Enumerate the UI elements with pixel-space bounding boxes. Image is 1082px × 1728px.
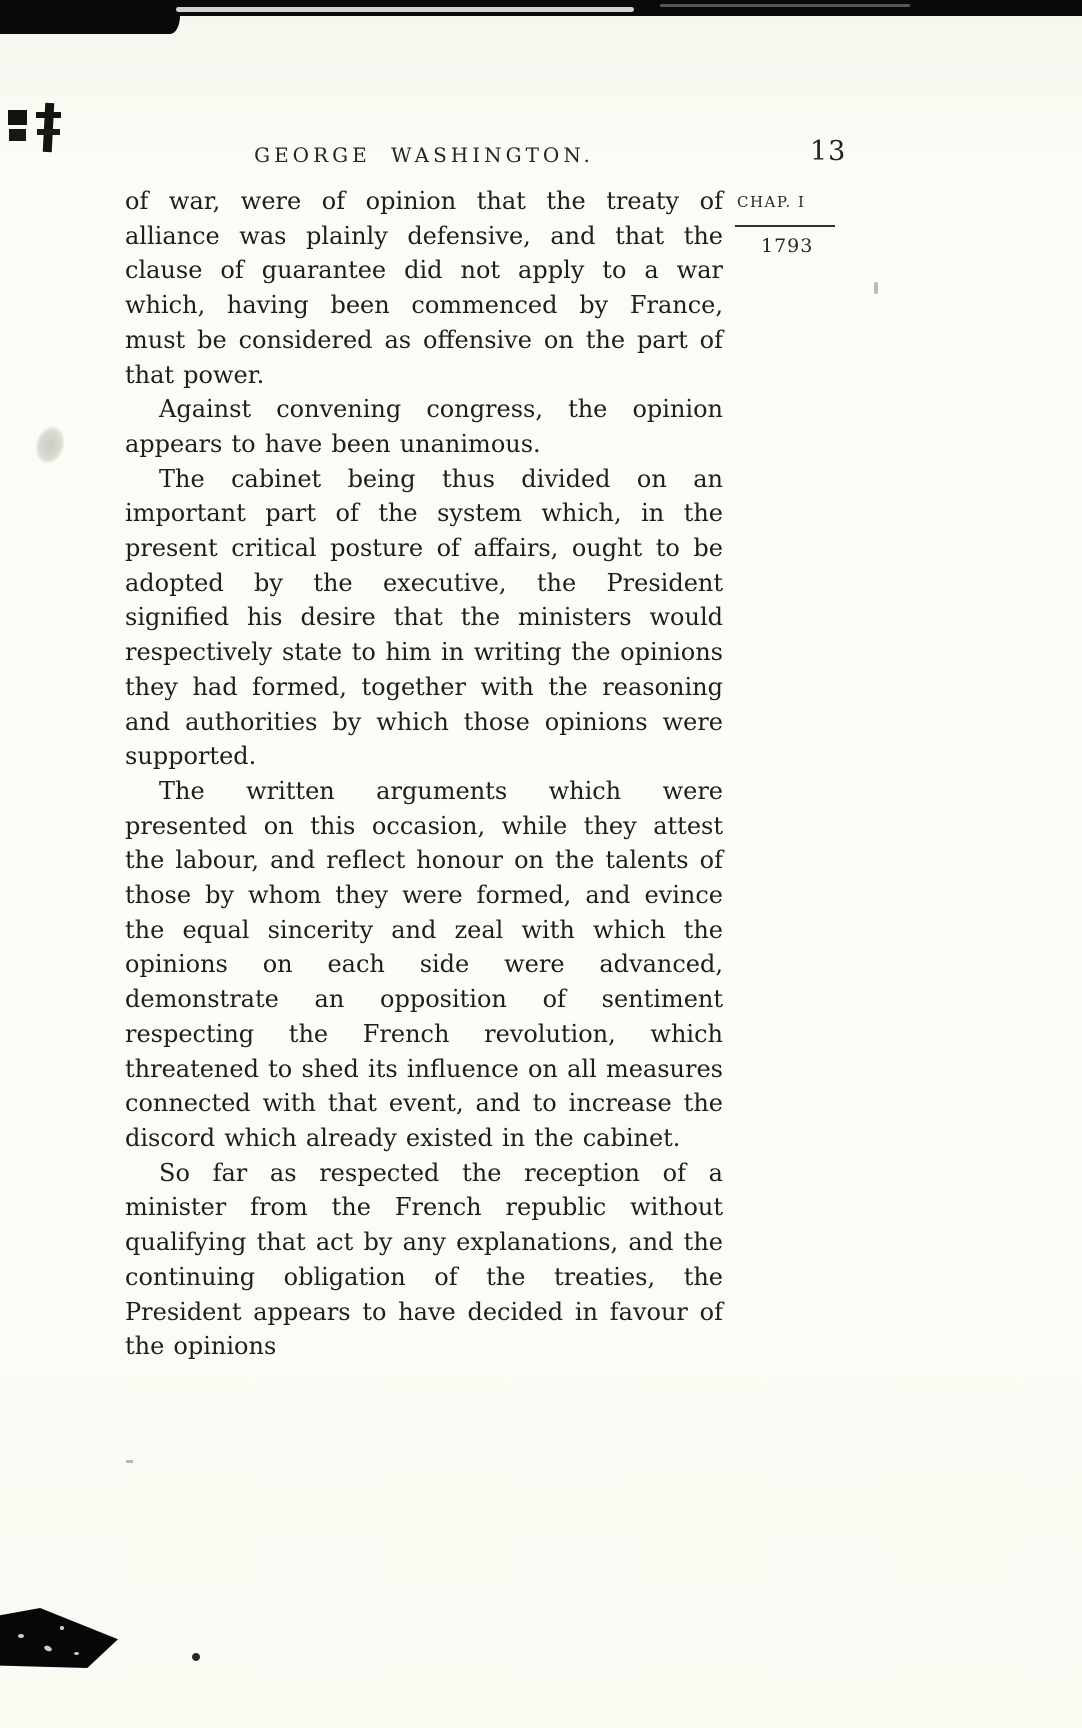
- year-label: 1793: [761, 235, 814, 257]
- scan-artifact-ink-mark: [37, 129, 60, 135]
- paragraph: of war, were of opinion that the treaty of alliance was plainly defensive, and that the clause of guarantee did not apply to a war which, having been commenced by France, must be considered as offensive on the part of that power.: [125, 187, 723, 389]
- scan-artifact-top-stripe-faint: [660, 4, 910, 7]
- chapter-label: CHAP. I: [737, 193, 806, 211]
- running-head-title: GEORGE WASHINGTON.: [254, 143, 594, 167]
- scan-artifact-speck: [18, 1634, 24, 1638]
- scan-artifact-ink-mark: [43, 103, 55, 152]
- page-number: 13: [810, 136, 847, 167]
- margin-rule: [735, 225, 835, 227]
- paragraph: Against convening congress, the opinion appears to have been unanimous.: [125, 395, 723, 458]
- scan-artifact-speck: [74, 1652, 79, 1655]
- paragraph: So far as respected the reception of a minister from the French republic without qualifying that act by any explanations, and the continuing obligation of the treaties, the President appears to have decided in favour of the opinions: [125, 1158, 723, 1361]
- scan-artifact-stray-mark: [874, 282, 878, 294]
- scan-artifact-smudge: [31, 423, 69, 468]
- scan-artifact-stray-dash: [126, 1460, 133, 1463]
- scan-artifact-ink-mark: [8, 110, 27, 125]
- scan-artifact-ink-mark: [36, 112, 61, 118]
- scan-artifact-speck: [43, 1645, 52, 1653]
- scan-artifact-top-stripe: [176, 7, 634, 12]
- scan-artifact-top-bar-left: [0, 0, 180, 34]
- scan-artifact-top-bar: [0, 0, 1082, 16]
- scan-artifact-dot: [192, 1653, 200, 1661]
- scan-artifact-ink-mark: [9, 129, 26, 141]
- margin-notes: [733, 193, 837, 257]
- body-text: [125, 184, 723, 1364]
- scan-artifact-speck: [60, 1626, 64, 1630]
- paragraph: The written arguments which were presented on this occasion, while they attest the labour, and reflect honour on the talents of those by whom they were formed, and evince the equal sincerity and zeal with which the opinions on each side were advanced, demonstrate an opposition of sentiment respecting the French revolution, which threatened to shed its influence on all measures connected with that event, and to increase the discord which already existed in the cabinet.: [125, 776, 723, 1152]
- paragraph: The cabinet being thus divided on an important part of the system which, in the present critical posture of affairs, ought to be adopted by the executive, the President signified his desire that the ministers would respectively state to him in writing the opinions they had formed, together with the reasoning and authorities by which those opinions were supported.: [125, 464, 723, 771]
- scan-artifact-bottom-corner: [0, 1608, 118, 1668]
